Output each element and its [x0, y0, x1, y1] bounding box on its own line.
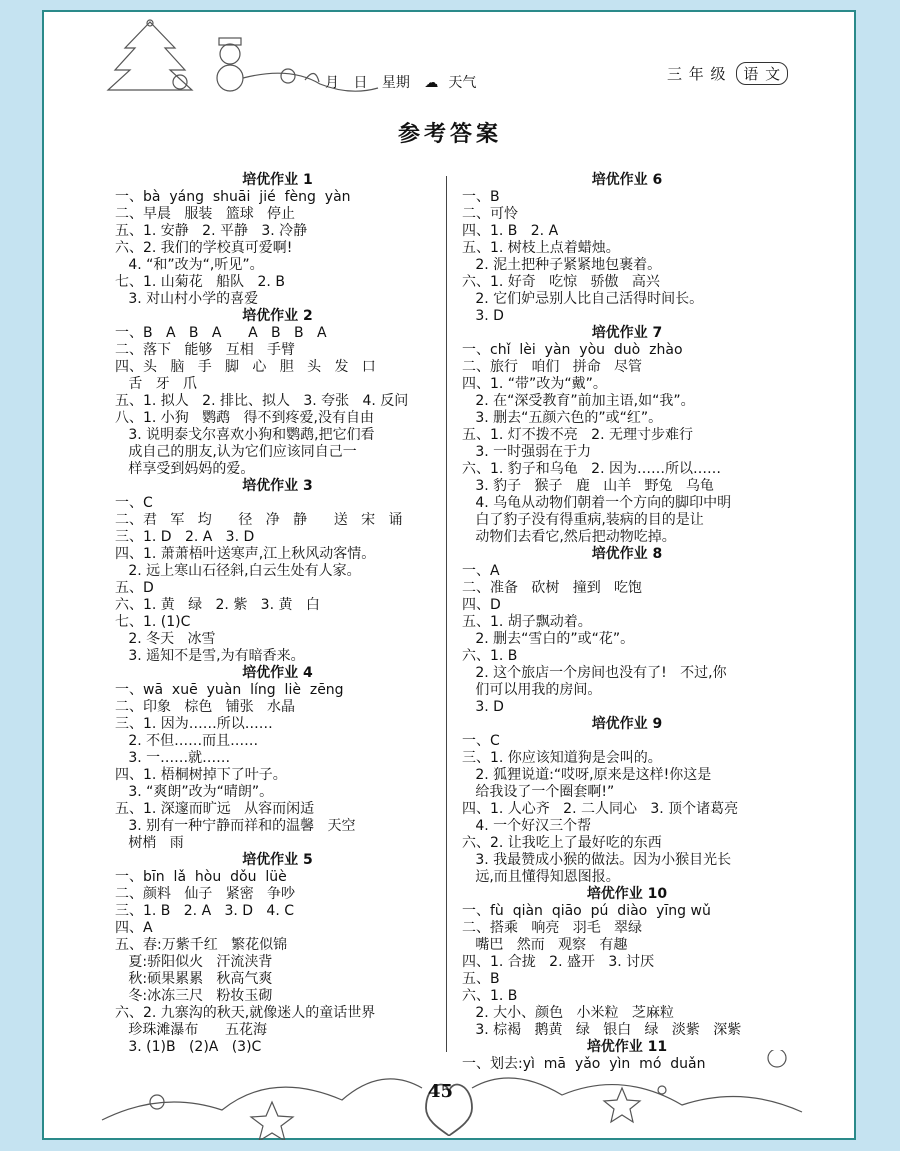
answer-line: 四、1. 萧萧梧叶送寒声,江上秋风动客情。 [115, 546, 376, 562]
answer-line: 3. 棕褐 鹅黄 绿 银白 绿 淡紫 深紫 [462, 1022, 742, 1038]
answer-line: 二、早晨 服装 篮球 停止 [115, 206, 296, 222]
section-heading: 培优作业 9 [591, 716, 663, 732]
answer-line: 六、1. B [462, 988, 518, 1004]
answer-line: 五、B [462, 971, 500, 987]
answer-line: 六、1. 豹子和乌龟 2. 因为……所以…… [462, 461, 721, 477]
answer-line: 五、1. 灯不拨不亮 2. 无理寸步难行 [462, 427, 693, 443]
answer-line: 2. 冬天 冰雪 [115, 631, 216, 647]
answer-line: 一、C [462, 733, 500, 749]
answer-line: 三、1. 因为……所以…… [115, 716, 273, 732]
answer-line: 冬:冰冻三尺 粉妆玉砌 [115, 988, 273, 1004]
answer-line: 二、旅行 咱们 拼命 尽管 [462, 359, 643, 375]
answer-line: 秋:硕果累累 秋高气爽 [115, 971, 273, 987]
answer-line: 3. “爽朗”改为“晴朗”。 [115, 784, 274, 800]
grade-subject [667, 62, 788, 85]
section-heading: 培优作业 11 [586, 1039, 668, 1055]
answer-line: 4. 乌龟从动物们朝着一个方向的脚印中明 [462, 495, 732, 511]
date-weather-line [325, 72, 486, 92]
answer-line: 2. 狐狸说道:“哎呀,原来是这样!你这是 [462, 767, 712, 783]
answer-line: 五、1. 深邃而旷远 从容而闲适 [115, 801, 315, 817]
answer-line: 3. 对山村小学的喜爱 [115, 291, 259, 307]
answer-line: 四、1. “带”改为“戴”。 [462, 376, 607, 392]
answer-line: 六、1. 黄 绿 2. 紫 3. 黄 白 [115, 597, 320, 613]
month-label: 月 [325, 75, 339, 91]
week-label: 星期 [381, 75, 410, 91]
answer-line: 4. 一个好汉三个帮 [462, 818, 592, 834]
answer-line: 一、B A B A A B B A [115, 325, 327, 341]
answer-line: 二、可怜 [462, 206, 518, 222]
subject-badge: 语 文 [736, 62, 788, 85]
answer-line: 白了豹子没有得重病,装病的目的是让 [462, 512, 704, 528]
answer-line: 六、1. 好奇 吃惊 骄傲 高兴 [462, 274, 660, 290]
answer-line: 四、A [115, 920, 153, 936]
answer-line: 2. 这个旅店一个房间也没有了! 不过,你 [462, 665, 727, 681]
answer-line: 舌 牙 爪 [115, 376, 198, 392]
answer-line: 二、颜料 仙子 紧密 争吵 [115, 886, 296, 902]
answer-line: 二、印象 棕色 铺张 水晶 [115, 699, 296, 715]
answer-line: 四、D [462, 597, 501, 613]
section-heading: 培优作业 1 [242, 172, 313, 188]
answer-line: 三、1. 你应该知道狗是会叫的。 [462, 750, 662, 766]
answer-line: 4. “和”改为“,听见”。 [115, 257, 264, 273]
answer-line: 五、1. 树枝上点着蜡烛。 [462, 240, 620, 256]
answer-line: 二、搭乘 响亮 羽毛 翠绿 [462, 920, 643, 936]
answer-line: 一、划去:yì mā yǎo yìn mó duǎn [462, 1056, 706, 1072]
section-heading: 培优作业 5 [242, 852, 313, 868]
section-heading: 培优作业 2 [242, 308, 313, 324]
answer-line: 2. 不但……而且…… [115, 733, 259, 749]
section-heading: 培优作业 10 [586, 886, 668, 902]
answer-line: 五、1. 拟人 2. 排比、拟人 3. 夸张 4. 反问 [115, 393, 409, 409]
left-answer-column [115, 172, 440, 1056]
weather-label: 天气 [448, 75, 477, 91]
answer-line: 五、D [115, 580, 154, 596]
answer-line: 一、chǐ lèi yàn yòu duò zhào [462, 342, 683, 358]
answer-line: 样享受到妈妈的爱。 [115, 461, 255, 477]
section-heading: 培优作业 8 [591, 546, 663, 562]
answer-line: 一、fù qiàn qiāo pú diào yīng wǔ [462, 903, 711, 919]
answer-line: 四、头 脑 手 脚 心 胆 头 发 口 [115, 359, 376, 375]
answer-line: 3. 别有一种宁静而祥和的温馨 天空 [115, 818, 356, 834]
answer-line: 二、准备 砍树 撞到 吃饱 [462, 580, 643, 596]
answer-line: 七、1. 山菊花 船队 2. B [115, 274, 285, 290]
answer-line: 二、落下 能够 互相 手臂 [115, 342, 296, 358]
answer-line: 四、1. B 2. A [462, 223, 559, 239]
answer-line: 三、1. D 2. A 3. D [115, 529, 255, 545]
answer-line: 一、bà yáng shuāi jié fèng yàn [115, 189, 351, 205]
answer-line: 3. 遥知不是雪,为有暗香来。 [115, 648, 305, 664]
answer-line: 一、A [462, 563, 500, 579]
answer-line: 2. 删去“雪白的”或“花”。 [462, 631, 635, 647]
answer-line: 成自己的朋友,认为它们应该同自己一 [115, 444, 357, 460]
answer-line: 八、1. 小狗 鹦鹉 得不到疼爱,没有自由 [115, 410, 374, 426]
answer-line: 一、bīn lǎ hòu dǒu lüè [115, 869, 287, 885]
page-title: 参考答案 [397, 121, 502, 147]
answer-line: 2. 远上寒山石径斜,白云生处有人家。 [115, 563, 361, 579]
answer-line: 一、wā xuē yuàn líng liè zēng [115, 682, 344, 698]
answer-line: 五、1. 胡子飘动着。 [462, 614, 592, 630]
answer-line: 一、B [462, 189, 500, 205]
answer-line: 3. D [462, 308, 504, 324]
section-heading: 培优作业 4 [242, 665, 313, 681]
section-heading: 培优作业 7 [591, 325, 663, 341]
answer-line: 三、1. B 2. A 3. D 4. C [115, 903, 295, 919]
answer-line: 3. D [462, 699, 504, 715]
answer-line: 嘴巴 然而 观察 有趣 [462, 937, 628, 953]
answer-line: 五、1. 安静 2. 平静 3. 冷静 [115, 223, 308, 239]
answer-line: 六、1. B [462, 648, 518, 664]
answer-line: 3. 删去“五颜六色的”或“红”。 [462, 410, 663, 426]
answer-line: 四、1. 合拢 2. 盛开 3. 讨厌 [462, 954, 655, 970]
answer-line: 树梢 雨 [115, 835, 184, 851]
column-divider [446, 176, 447, 1052]
answer-line: 2. 大小、颜色 小米粒 芝麻粒 [462, 1005, 674, 1021]
answer-line: 3. 我最赞成小猴的做法。因为小猴目光长 [462, 852, 732, 868]
answer-line: 们可以用我的房间。 [462, 682, 602, 698]
day-label: 日 [353, 75, 368, 91]
answer-line: 3. 一时强弱在于力 [462, 444, 592, 460]
answer-line: 2. 泥土把种子紧紧地包裹着。 [462, 257, 662, 273]
answer-line: 2. 它们妒忌别人比自己活得时间长。 [462, 291, 704, 307]
section-heading: 培优作业 3 [242, 478, 313, 494]
answer-line: 六、2. 我们的学校真可爱啊! [115, 240, 293, 256]
page-number: 45 [428, 1081, 454, 1102]
answer-line: 四、1. 人心齐 2. 二人同心 3. 顶个诸葛亮 [462, 801, 739, 817]
grade-label: 三 年 级 [667, 65, 727, 83]
right-answer-column [462, 172, 792, 1073]
answer-line: 2. 在“深受教育”前加主语,如“我”。 [462, 393, 695, 409]
answer-line: 五、春:万紫千红 繁花似锦 [115, 937, 288, 953]
answer-line: 远,而且懂得知恩图报。 [462, 869, 620, 885]
answer-line: 夏:骄阳似火 汗流浃背 [115, 954, 273, 970]
answer-line: 3. 说明泰戈尔喜欢小狗和鹦鹉,把它们看 [115, 427, 375, 443]
answer-line: 珍珠滩瀑布 五花海 [115, 1022, 268, 1038]
answer-line: 六、2. 让我吃上了最好吃的东西 [462, 835, 662, 851]
cloud-icon: ☁ [424, 75, 439, 91]
answer-line: 七、1. (1)C [115, 614, 191, 630]
answer-line: 给我设了一个圈套啊!” [462, 784, 615, 800]
answer-line: 动物们去看它,然后把动物吃掉。 [462, 529, 676, 545]
answer-line: 六、2. 九寨沟的秋天,就像迷人的童话世界 [115, 1005, 376, 1021]
answer-line: 3. 一……就…… [115, 750, 231, 766]
answer-line: 3. (1)B (2)A (3)C [115, 1039, 262, 1055]
answer-line: 一、C [115, 495, 153, 511]
answer-line: 3. 豹子 猴子 鹿 山羊 野兔 乌龟 [462, 478, 714, 494]
section-heading: 培优作业 6 [591, 172, 663, 188]
answer-line: 二、君 军 均 径 净 静 送 宋 诵 [115, 512, 403, 528]
answer-line: 四、1. 梧桐树掉下了叶子。 [115, 767, 287, 783]
